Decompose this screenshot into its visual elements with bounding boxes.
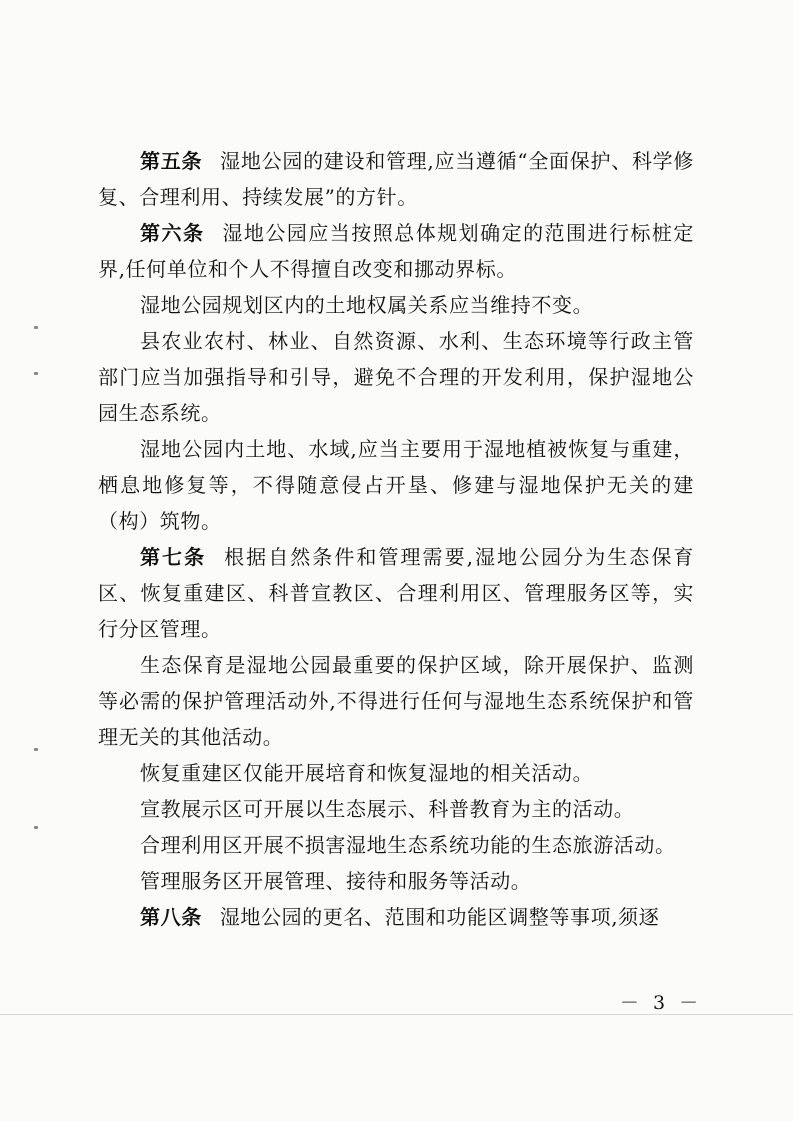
body-paragraph [98,323,694,431]
paragraph-text: 县农业农村、林业、自然资源、水利、生态环境等行政主管部门应当加强指导和引导，避免不合理的开发利用，保护湿地公园生态系统。 [98,329,694,425]
body-paragraph [98,431,694,539]
paragraph-text: 管理服务区开展管理、接待和服务等活动。 [140,869,532,893]
binding-hole-mark [34,748,38,751]
article-heading: 第六条 [140,221,205,245]
article-paragraph [98,215,694,287]
binding-hole-mark [34,826,38,829]
article-heading: 第五条 [140,149,203,173]
body-paragraph [98,755,694,791]
article-heading: 第八条 [140,905,202,929]
body-paragraph [98,863,694,899]
body-paragraph [98,287,694,323]
article-paragraph [98,143,694,215]
article-paragraph [98,539,694,647]
body-paragraph [98,827,694,863]
page-number: － 3 － [620,992,703,1014]
article-heading: 第七条 [140,545,207,569]
paragraph-text: 根据自然条件和管理需要,湿地公园分为生态保育区、恢复重建区、科普宣教区、合理利用区、管理服务区等，实行分区管理。 [98,545,694,641]
paragraph-text: 湿地公园的更名、范围和功能区调整等事项,须逐 [219,905,660,929]
body-paragraph [98,791,694,827]
document-body [98,143,694,935]
scan-edge-line [0,1014,793,1015]
binding-hole-mark [34,326,38,329]
paragraph-text: 宣教展示区可开展以生态展示、科普教育为主的活动。 [140,797,635,821]
article-paragraph [98,899,694,935]
paragraph-text: 湿地公园规划区内的土地权属关系应当维持不变。 [140,293,594,317]
paragraph-text: 恢复重建区仅能开展培育和恢复湿地的相关活动。 [140,761,594,785]
paragraph-text: 湿地公园内土地、水域,应当主要用于湿地植被恢复与重建，栖息地修复等，不得随意侵占开垦、修建与湿地保护无关的建（构）筑物。 [98,437,694,533]
paragraph-text: 湿地公园的建设和管理,应当遵循“全面保护、科学修复、合理利用、持续发展”的方针。 [98,149,694,209]
paragraph-text: 湿地公园应当按照总体规划确定的范围进行标桩定界,任何单位和个人不得擅自改变和挪动界标。 [98,221,694,281]
body-paragraph [98,647,694,755]
paragraph-text: 生态保育是湿地公园最重要的保护区域，除开展保护、监测等必需的保护管理活动外,不得进行任何与湿地生态系统保护和管理无关的其他活动。 [98,653,694,749]
paragraph-text: 合理利用区开展不损害湿地生态系统功能的生态旅游活动。 [140,833,676,857]
binding-hole-mark [34,372,38,375]
